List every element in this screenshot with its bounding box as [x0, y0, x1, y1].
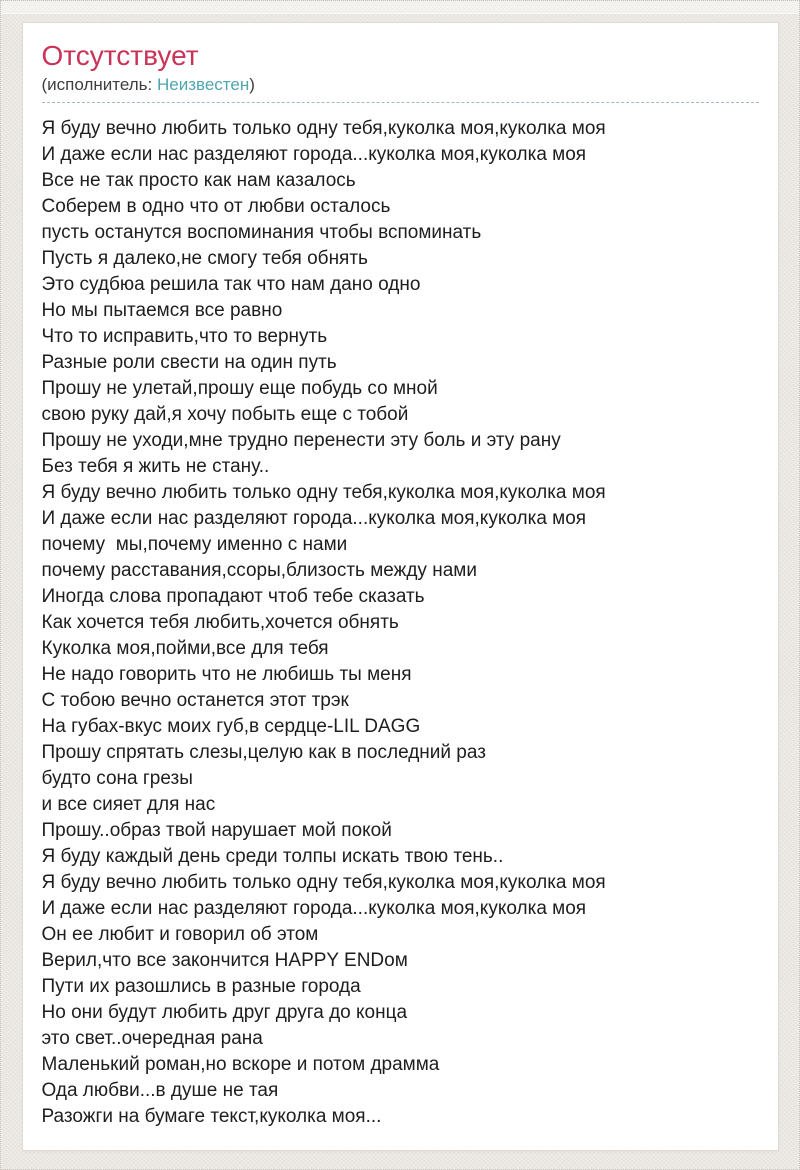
lyric-line: будто сона грезы: [41, 768, 193, 789]
lyric-line: И даже если нас разделяют города...куколка моя,куколка моя: [41, 898, 587, 919]
artist-label: (исполнитель:: [41, 75, 157, 94]
lyrics-text: [42, 116, 759, 1130]
artist-paren-close: ): [249, 75, 255, 94]
lyric-line: свою руку дай,я хочу побыть еще с тобой: [41, 404, 409, 425]
lyric-line: Он ее любит и говорил об этом: [41, 924, 319, 945]
lyric-line: Разожги на бумаге текст,куколка моя...: [41, 1106, 382, 1127]
lyric-line: пусть останутся воспоминания чтобы вспоминать: [41, 222, 482, 243]
lyric-line: Соберем в одно что от любви осталось: [41, 196, 391, 217]
lyric-line: Маленький роман,но вскоре и потом драмма: [41, 1054, 440, 1075]
artist-line: [42, 74, 759, 103]
lyric-line: это свет..очередная рана: [41, 1028, 263, 1049]
lyric-line: На губах-вкус моих губ,в сердце-LIL DAGG: [41, 716, 421, 737]
lyric-line: Я буду вечно любить только одну тебя,куколка моя,куколка моя: [41, 872, 606, 893]
lyric-line: почему расставания,ссоры,близость между нами: [41, 560, 477, 581]
artist-link[interactable]: Неизвестен: [156, 75, 250, 94]
lyric-line: Это судбюа решила так что нам дано одно: [41, 274, 421, 295]
lyric-line: И даже если нас разделяют города...куколка моя,куколка моя: [41, 144, 587, 165]
lyric-line: и все сияет для нас: [41, 794, 216, 815]
lyric-line: Что то исправить,что то вернуть: [41, 326, 328, 347]
lyric-line: Разные роли свести на один путь: [41, 352, 337, 373]
lyric-line: Пусть я далеко,не смогу тебя обнять: [41, 248, 368, 269]
lyric-line: почему мы,почему именно с нами: [41, 534, 348, 555]
lyric-line: Куколка моя,пойми,все для тебя: [41, 638, 329, 659]
lyric-line: Не надо говорить что не любишь ты меня: [41, 664, 412, 685]
lyric-line: Но мы пытаемся все равно: [41, 300, 283, 321]
lyric-line: Верил,что все закончится HAPPY ENDом: [41, 950, 408, 971]
lyric-line: Я буду вечно любить только одну тебя,куколка моя,куколка моя: [41, 118, 606, 139]
lyric-line: Я буду каждый день среди толпы искать твою тень..: [41, 846, 504, 867]
lyric-line: Я буду вечно любить только одну тебя,куколка моя,куколка моя: [41, 482, 606, 503]
lyric-line: С тобою вечно останется этот трэк: [41, 690, 349, 711]
lyric-line: Ода любви...в душе не тая: [41, 1080, 279, 1101]
lyric-line: Прошу спрятать слезы,целую как в последний раз: [41, 742, 486, 763]
song-title: Отсутствует: [41, 40, 199, 71]
lyric-line: Прошу..образ твой нарушает мой покой: [41, 820, 392, 841]
lyric-line: Все не так просто как нам казалось: [41, 170, 356, 191]
lyric-line: И даже если нас разделяют города...куколка моя,куколка моя: [41, 508, 587, 529]
lyric-line: Прошу не уходи,мне трудно перенести эту боль и эту рану: [41, 430, 561, 451]
lyric-line: Без тебя я жить не стану..: [41, 456, 270, 477]
lyric-line: Иногда слова пропадают чтоб тебе сказать: [41, 586, 425, 607]
lyric-line: Но они будут любить друг друга до конца: [41, 1002, 408, 1023]
lyrics-card: [22, 22, 779, 1151]
lyric-line: Пути их разошлись в разные города: [41, 976, 361, 997]
lyric-line: Прошу не улетай,прошу еще побудь со мной: [41, 378, 438, 399]
lyric-line: Как хочется тебя любить,хочется обнять: [41, 612, 399, 633]
